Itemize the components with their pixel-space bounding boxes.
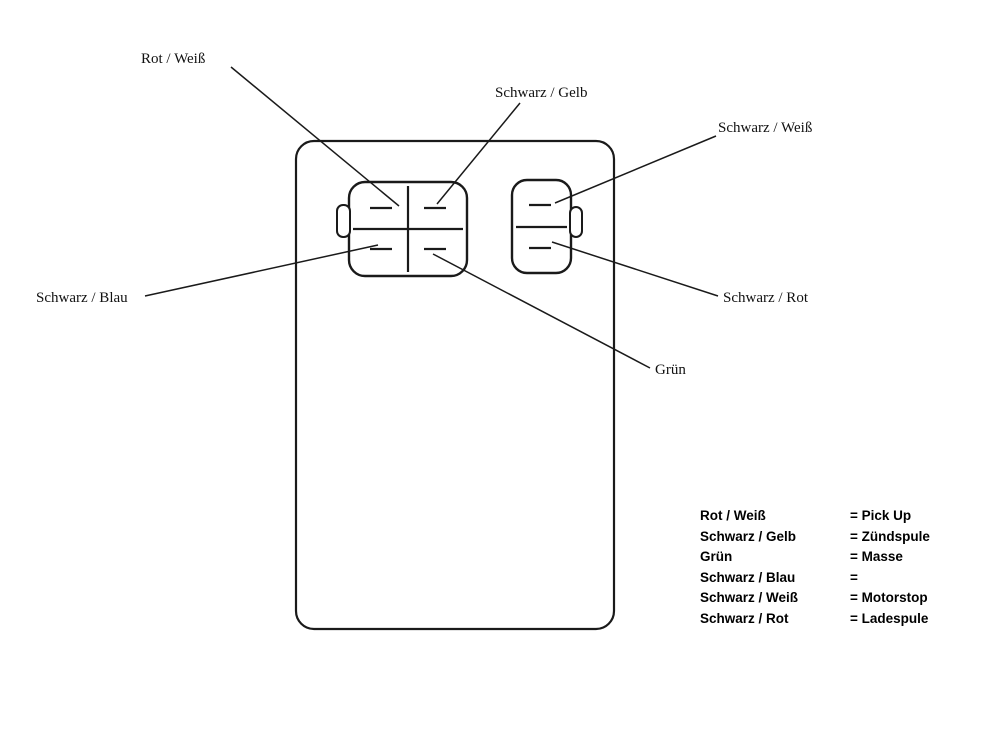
- legend-row: [700, 568, 930, 589]
- callout-label-schwarz-rot: Schwarz / Rot: [723, 290, 808, 306]
- legend-term: Schwarz / Weiß: [700, 590, 799, 605]
- legend-term: Grün: [700, 549, 733, 564]
- legend-value: = Zündspule: [850, 528, 930, 544]
- legend-value: = Ladespule: [850, 610, 929, 626]
- legend-row: [700, 609, 930, 630]
- legend-row: [700, 527, 930, 548]
- callout-label-schwarz-blau: Schwarz / Blau: [36, 290, 128, 306]
- legend-term: Schwarz / Gelb: [700, 528, 797, 544]
- legend-value: = Motorstop: [850, 590, 928, 605]
- legend-term: Schwarz / Blau: [700, 569, 796, 585]
- callout-label-schwarz-gelb: Schwarz / Gelb: [495, 85, 588, 101]
- callout-label-schwarz-weiss: Schwarz / Weiß: [718, 120, 813, 136]
- connector-left-latch: [337, 205, 350, 237]
- legend-term: Rot / Weiß: [700, 508, 766, 523]
- legend-table: [700, 506, 930, 629]
- legend-term: Schwarz / Rot: [700, 610, 789, 626]
- legend: [700, 506, 930, 629]
- legend-row: [700, 588, 930, 609]
- legend-value: = Pick Up: [850, 508, 912, 523]
- legend-value: = Masse: [850, 549, 903, 564]
- callout-label-gruen: Grün: [655, 362, 686, 378]
- callout-label-rot-weiss: Rot / Weiß: [141, 51, 206, 67]
- legend-row: [700, 506, 930, 527]
- legend-row: [700, 547, 930, 568]
- legend-value: =: [850, 569, 858, 585]
- connector-right-latch: [570, 207, 582, 237]
